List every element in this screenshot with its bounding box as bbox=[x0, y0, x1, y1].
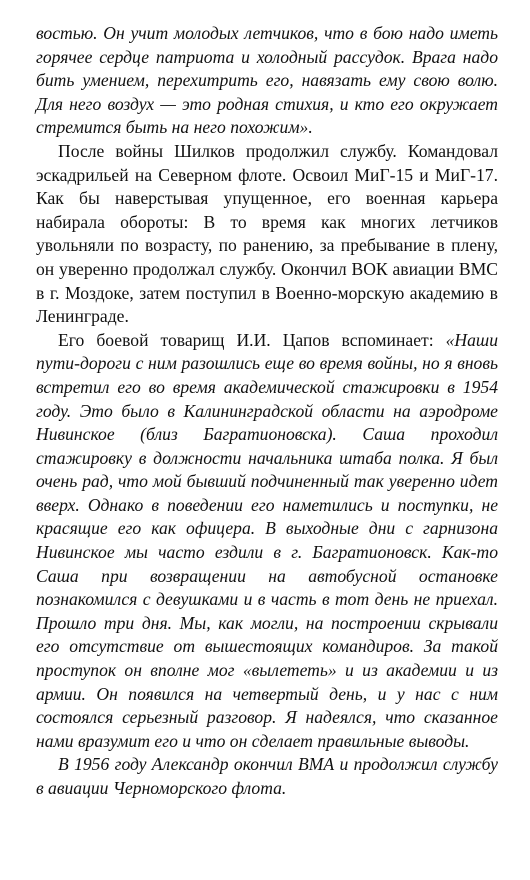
book-page bbox=[36, 22, 498, 801]
italic-quote-text: «Наши пути-дороги с ним разошлись еще во время войны, но я вновь встретил его во время академической стажировки в 1954 году. Это было в Калининградской области на аэродроме Нивинское (близ Багратионовска). Саша проходил стажировку в должности начальника штаба полка. Я был очень рад, что мой бывший подчиненный так уверенно идет вверх. Однако в поведении его наметились и поступки, не красящие его как офицера. В выходные дни с гарнизона Нивинское мы часто ездили в г. Багратионовск. Как-то Саша при возвращении на автобусной остановке познакомился с девушками и в часть в тот день не приехал. Прошло три дня. Мы, как могли, на построении скрывали его отсутствие от вышестоящих командиров. За такой проступок он вполне мог «вылететь» и из академии и из армии. Он появился на четвертый день, и у нас с ним состоялся серьезный разговор. Я надеялся, что сказанное нами вразумит его и что он сделает правильные выводы. bbox=[36, 329, 498, 751]
paragraph-vma bbox=[36, 753, 498, 800]
paragraph-career bbox=[36, 140, 498, 329]
paragraph-quote-end bbox=[36, 22, 498, 140]
body-text: Его боевой товарищ И.И. Цапов вспоминает: bbox=[58, 329, 446, 350]
italic-quote-text: востью. Он учит молодых летчиков, что в бою надо иметь горячее сердце патриота и холодный рассудок. Врага надо бить умением, перехитрить его, навязать ему свою волю. Для него воздух — это родная стихия, и кто его окружает стремится быть на него похожим». bbox=[36, 23, 498, 138]
body-text: После войны Шилков продолжил службу. Командовал эскадрильей на Северном флоте. Освоил МиГ-15 и МиГ-17. Как бы наверстывая упущенное, его военная карьера набирала обороты: В то время как многих летчиков увольняли по возрасту, по ранению, за пребывание в плену, он уверенно продолжал службу. Окончил ВОК авиации ВМС в г. Моздоке, затем поступил в Военно-морскую академию в Ленинграде. bbox=[36, 140, 498, 327]
paragraph-tsapov bbox=[36, 329, 498, 754]
italic-body-text: В 1956 году Александр окончил ВМА и продолжил службу в авиации Черноморского флота. bbox=[36, 754, 498, 798]
